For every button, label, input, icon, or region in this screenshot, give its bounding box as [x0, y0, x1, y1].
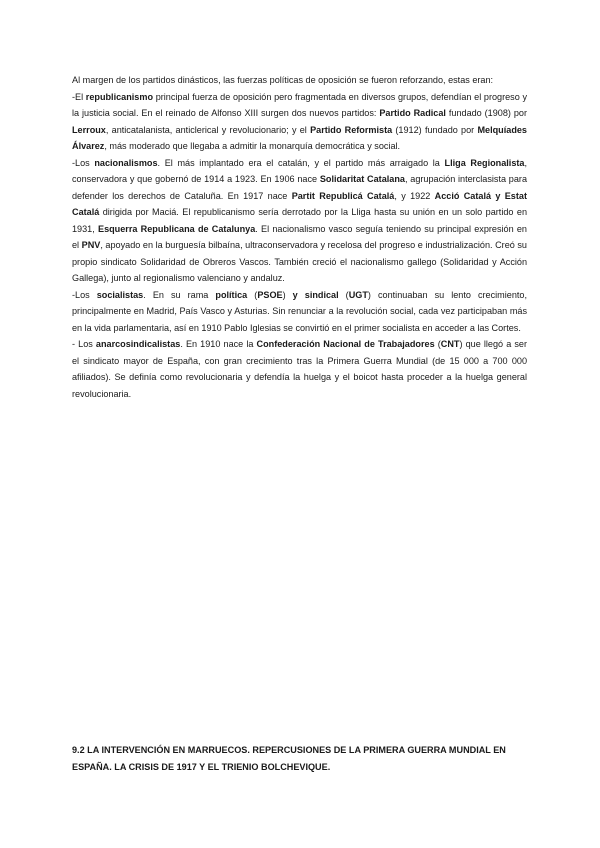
bold-term: nacionalismos [94, 157, 158, 168]
bold-term: PSOE [257, 289, 283, 300]
text-run: ( [247, 289, 258, 300]
text-run: - Los [72, 339, 96, 349]
text-run: ) [282, 289, 293, 300]
section-heading: 9.2 LA INTERVENCIÓN EN MARRUECOS. REPERCUSIONES DE LA PRIMERA GUERRA MUNDIAL EN ESPAÑA. LA CRISIS DE 1917 Y EL TRIENIO BOLCHEVIQUE. [72, 745, 506, 772]
text-run: . En 1910 nace la [180, 339, 257, 349]
bold-term: Confederación Nacional de Trabajadores [256, 339, 435, 349]
body-text [72, 72, 527, 402]
text-run: , y 1922 [394, 190, 435, 201]
text-run: (1912) fundado por [392, 124, 478, 135]
bold-term: UGT [348, 289, 368, 300]
text-run: , conservadora y que gobernó de 1914 a 1923. En 1906 nace [72, 157, 528, 184]
text-run: principal fuerza de oposición pero fragmentada en diversos grupos, defendían el progreso y la justicia social. En el reinado de Alfonso XIII surgen dos nuevos partidos: [72, 91, 528, 118]
bold-term: Lliga Regionalista [444, 157, 525, 168]
text-run: , más moderado que llegaba a admitir la monarquía democrática y social. [104, 141, 401, 151]
bold-term: socialistas [96, 289, 144, 300]
text-run: ( [338, 289, 349, 300]
paragraph-anarcosindicalistas [72, 336, 527, 402]
bold-term: anarcosindicalistas [95, 339, 181, 349]
bold-term: Solidaritat Catalana [319, 174, 405, 184]
text-run: -Los [72, 289, 97, 300]
text-run: -El [72, 91, 86, 102]
bold-term: Esquerra Republicana de Catalunya [98, 223, 256, 234]
text-run: dirigida por Maciá. El republicanismo sería derrotado por la Lliga hasta su unión en un solo partido en 1931, [72, 207, 527, 234]
bold-term: Partido Radical [379, 108, 446, 118]
paragraph-nacionalismos [72, 155, 527, 287]
bold-term: PNV [81, 240, 101, 250]
text-run: ) que llegó a ser el sindicato mayor de España, con gran crecimiento tras la Primera Guerra Mundial (de 15 000 a 700 000 afiliados). Se definía como revolucionaria y defendía la huelga y el boicot hasta proceder a la huelga general revolucionaria. [72, 339, 528, 399]
bold-term: republicanismo [85, 91, 154, 102]
text-run: ( [434, 339, 441, 349]
bold-term: política [215, 289, 248, 300]
paragraph-republicanismo [72, 89, 527, 155]
text-run: , apoyado en la burguesía bilbaína, ultraconservadora y recelosa del progreso e industrialización. Creó su propio sindicato Solidaridad de Obreros Vascos. También creció el nacionalismo gallego (Solidaridad y Acción Gallega), junto al regionalismo valenciano y andaluz. [72, 240, 527, 283]
text-run: , anticatalanista, anticlerical y revolucionario; y el [105, 124, 311, 135]
paragraph-socialistas [72, 287, 527, 337]
bold-term: Acció Catalá y Estat Catalá [72, 190, 527, 217]
text-run: , agrupación interclasista para defender los derechos de Cataluña. En 1917 nace [72, 174, 527, 201]
bold-term: Melquíades Álvarez [72, 124, 527, 151]
text-run: . El nacionalismo vasco seguía teniendo su principal expresión en el [72, 223, 527, 250]
text-run: -Los [72, 157, 95, 168]
bold-term: Partit Republicá Catalá [291, 190, 395, 201]
text-run: ) continuaban su lento crecimiento, principalmente en Madrid, País Vasco y Asturias. Sin renunciar a la revolución social, cada vez participaban más en la vida parlamentaria, así en 1910 Pablo Iglesias se convirtió en el primer socialista en acceder a las Cortes. [72, 289, 528, 333]
bold-term: CNT [440, 339, 460, 349]
text-run: fundado (1908) por [445, 108, 528, 118]
bold-term: y sindical [292, 289, 339, 300]
text-run: . En su rama [143, 289, 216, 300]
bold-term: Partido Reformista [310, 124, 393, 135]
intro-paragraph: Al margen de los partidos dinásticos, las fuerzas políticas de oposición se fueron reforzando, estas eran: [72, 75, 494, 85]
text-run: . El más implantado era el catalán, y el partido más arraigado la [157, 157, 445, 168]
bold-term: Lerroux [72, 124, 106, 135]
